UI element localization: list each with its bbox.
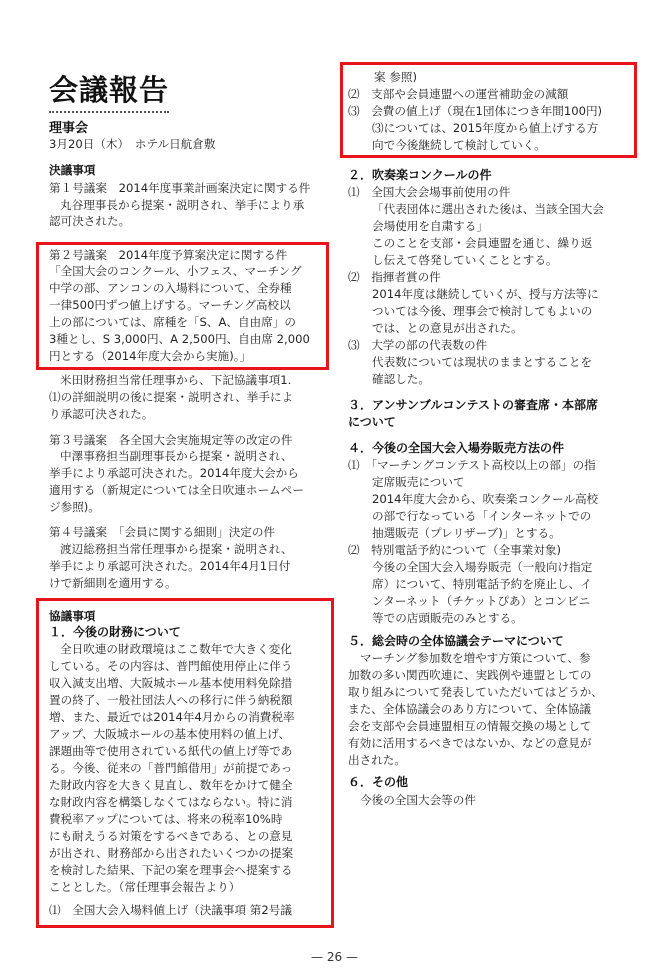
board-date: 3月20日（木） ホテル日航倉敷 [49, 137, 216, 151]
discussion-subheading: １．今後の財務について [49, 625, 181, 639]
item2-text: 中学の部、アンコンの入場料について、全券種 [49, 281, 292, 295]
discussion-text: 課題曲等で使用されている紙代の値上げ等であ [49, 744, 293, 758]
item2-text: 「全国大会のコンクール、小フェス、マーチング [49, 264, 302, 278]
page-title: 会議報告 [49, 68, 169, 113]
section2-text: 2014年度は継続していくが、授与方法等に [372, 287, 599, 301]
section3-heading: ３．アンサンブルコンテストの審査席・本部席 [348, 398, 598, 412]
section2-text: 会場使用を自粛する」 [372, 219, 488, 233]
item3-text: ジ参照)。 [49, 500, 100, 514]
item2-text: ⑴の詳細説明の後に提案・説明され、挙手によ [49, 390, 294, 404]
section2-text: 確認した。 [372, 372, 430, 386]
discussion-text: 費税率アップについては、将来の税率10%時 [49, 812, 283, 826]
discussion-text: 増、また、最近では2014年4月からの消費税率 [49, 710, 295, 724]
discussion-text: な財政内容を構築しなくてはならない。特に消 [49, 795, 293, 809]
item2-text: 3種とし、S 3,000円、A 2,500円、自由席 2,000 [49, 332, 310, 346]
item3-text: 挙手により承認可決された。2014年度大会から [49, 466, 299, 480]
section5-text: 出された。 [348, 753, 406, 767]
discussion-text: ⑴ 全国大会入場料値上げ（決議事項 第2号議 [49, 903, 292, 917]
item2-text: 一律500円ずつ値上げする。マーチング高校以 [49, 298, 291, 312]
item4-text: 渡辺総務担当常任理事から提案・説明され、 [60, 542, 293, 556]
section3-heading: について [348, 415, 396, 429]
section6-heading: ６．その他 [348, 775, 409, 789]
resolutions-heading: 決議事項 [49, 163, 96, 177]
section4-text: ⑵ 特別電話予約について（全事業対象) [348, 543, 561, 557]
item2-title: 第２号議案 2014年度予算案決定に関する件 [49, 248, 288, 262]
item4-title: 第４号議案 「会員に関する細則」決定の件 [49, 525, 276, 539]
section2-text: では、との意見が出された。 [372, 321, 523, 335]
discussion-text: を検討した結果、下記の案を理事会へ提案する [49, 863, 293, 877]
section4-text: ⑴ 「マーチングコンテスト高校以上の部」の指 [348, 458, 596, 472]
item2-text: 米田財務担当常任理事から、下記協議事項1. [60, 373, 292, 387]
discussion-text: が出され、財務部から出されたいくつかの提案 [49, 846, 294, 860]
section4-text: 席）について、特別電話予約を廃止し、イ [372, 577, 592, 591]
discussion-text: している。その内容は、普門館使用停止に伴う [49, 659, 293, 673]
section4-text: ンターネット（チケットぴあ）とコンビニ [372, 594, 591, 608]
section2-text: ⑴ 全国大会会場事前使用の件 [348, 185, 511, 199]
section2-text: ついては今後、理事会で検討してもよいの [372, 304, 593, 318]
item2-text: り承認可決された。 [49, 407, 154, 421]
section5-text: 有効に活用するべきではないか、などの意見が [348, 736, 592, 750]
section2-text: このことを支部・会員連盟を通じ、繰り返 [372, 236, 593, 250]
section6-text: 今後の全国大会等の件 [360, 793, 476, 807]
discussion-text: る。今後、従来の「普門館借用」が前提であっ [49, 761, 293, 775]
section4-text: の部で行なっている「インターネットでの [372, 509, 592, 523]
item1-title: 第１号議案 2014年度事業計画案決定に関する件 [49, 181, 311, 195]
section2-text: 「代表団体に選出された後は、当該全国大会 [372, 202, 604, 216]
item3-text: 中澤事務担当副理事長から提案・説明され、 [60, 449, 293, 463]
section4-text: 抽選販売（プレリザーブ)」とする。 [372, 526, 561, 540]
section5-text: マーチング参加数を増やす方策について、参 [360, 651, 591, 665]
item2-text: 上の部については、席種を「S、A、自由席」の [49, 315, 296, 329]
section4-text: 2014年度大会から、吹奏楽コンクール高校 [372, 492, 599, 506]
section4-text: 定席販売について [372, 475, 465, 489]
section4-heading: ４．今後の全国大会入場券販売方法の件 [348, 441, 565, 455]
discussion-text: 全日吹連の財政環境はここ数年で大きく変化 [60, 642, 292, 656]
item1-text: 認可決された。 [49, 214, 131, 228]
section2-text: 代表数については現状のままとすることを [372, 355, 593, 369]
section5-text: 加数の多い関西吹連に、実践例や連盟としての [348, 668, 592, 682]
section4-text: 今後の全国大会入場券販売（一般向け指定 [372, 560, 593, 574]
page-number: — 26 — [311, 950, 358, 964]
box-text: ⑵ 支部や会員連盟への運営補助金の減額 [348, 87, 569, 101]
discussion-text: こととした。（常任理事会報告より） [49, 880, 241, 894]
item3-title: 第３号議案 各全国大会実施規定等の改定の件 [49, 433, 293, 447]
board-heading: 理事会 [49, 121, 89, 136]
discussion-text: にも耐えうる対策をするべきである、との意見 [49, 829, 293, 843]
section2-text: し伝えて啓発していくこととする。 [372, 253, 558, 267]
section5-text: 取り組みについて発表していただいてはどうか、 [348, 685, 603, 699]
discussion-text: た財政内容を大きく見直し、数年をかけて健全 [49, 778, 293, 792]
section5-heading: ５．総会時の全体協議会テーマについて [348, 634, 564, 648]
section2-heading: ２．吹奏楽コンクールの件 [348, 168, 492, 182]
discussion-heading: 協議事項 [49, 609, 96, 623]
section5-text: 会を支部や会員連盟相互の情報交換の場として [348, 719, 592, 733]
discussion-text: 置の終了、一般社団法人への移行に伴う納税額 [49, 693, 293, 707]
box-text: ⑶については、2015年度から値上げする方 [372, 121, 599, 135]
item3-text: 適用する（新規定については全日吹連ホームペー [49, 483, 304, 497]
section5-text: また、全体協議会のあり方について、全体協議 [348, 702, 592, 716]
discussion-text: 収入減支出増、大阪城ホール基本使用料免除措 [49, 676, 293, 690]
item1-text: 丸谷理事長から提案・説明され、挙手により承 [60, 198, 305, 212]
discussion-text: アップ、大阪城ホールの基本使用料の値上げ、 [49, 727, 291, 741]
item4-text: 挙手により承認可決された。2014年4月1日付 [49, 559, 291, 573]
section2-text: ⑶ 大学の部の代表数の件 [348, 338, 488, 352]
box-text: ⑶ 会費の値上げ（現在1団体につき年間100円) [348, 104, 603, 118]
box-text: 向で今後継続して検討していく。 [372, 138, 546, 152]
item2-text: 円とする（2014年度大会から実施)。」 [49, 349, 252, 363]
box-text: 案 参照) [374, 70, 417, 84]
section2-text: ⑵ 指揮者賞の件 [348, 270, 441, 284]
section4-text: 等での店頭販売のみとする。 [372, 611, 523, 625]
item4-text: けで新細則を適用する。 [49, 576, 177, 590]
